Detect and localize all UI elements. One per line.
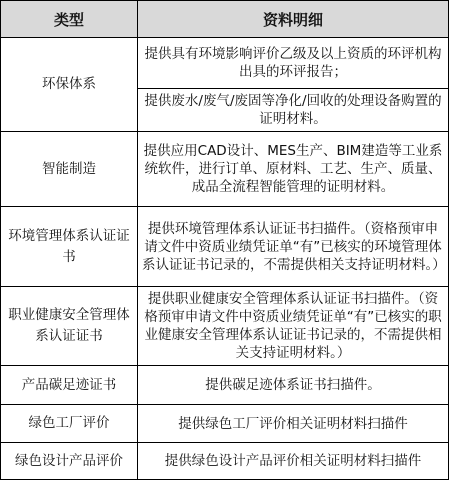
header-details: 资料明细 <box>138 1 449 38</box>
row-category: 产品碳足迹证书 <box>1 366 138 405</box>
row-detail: 提供职业健康安全管理体系认证证书扫描件。（资格预审申请文件中资质业绩凭证单“有”已核实的职业健康安全管理体系认证证书记录的，不需提供相关支持证明材料。） <box>138 287 449 366</box>
row-detail: 提供绿色设计产品评价相关证明材料扫描件 <box>138 443 449 480</box>
row-category: 绿色设计产品评价 <box>1 443 138 480</box>
row-detail: 提供绿色工厂评价相关证明材料扫描件 <box>138 405 449 443</box>
row-category: 环保体系 <box>1 38 138 132</box>
table-row <box>1 287 449 366</box>
table-row <box>1 443 449 480</box>
row-detail: 提供碳足迹体系证书扫描件。 <box>138 366 449 405</box>
table-row <box>1 132 449 207</box>
table-row <box>1 207 449 287</box>
header-category: 类型 <box>1 1 138 38</box>
row-detail: 提供环境管理体系认证证书扫描件。（资格预审申请文件中资质业绩凭证单“有”已核实的环境管理体系认证证书记录的，不需提供相关支持证明材料。） <box>138 207 449 287</box>
row-category: 职业健康安全管理体系认证证书 <box>1 287 138 366</box>
row-category: 绿色工厂评价 <box>1 405 138 443</box>
row-detail: 提供具有环境影响评价乙级及以上资质的环评机构出具的环评报告； <box>138 38 449 89</box>
row-detail: 提供废水/废气/废固等净化/回收的处理设备购置的证明材料。 <box>138 89 449 132</box>
row-category: 智能制造 <box>1 132 138 207</box>
table-row <box>1 405 449 443</box>
row-detail: 提供应用CAD设计、MES生产、BIM建造等工业系统软件，进行订单、原材料、工艺、生产、质量、成品全流程智能管理的证明材料。 <box>138 132 449 207</box>
table-row <box>1 366 449 405</box>
header-row <box>1 1 449 38</box>
row-category: 环境管理体系认证证书 <box>1 207 138 287</box>
table-row <box>1 38 449 89</box>
